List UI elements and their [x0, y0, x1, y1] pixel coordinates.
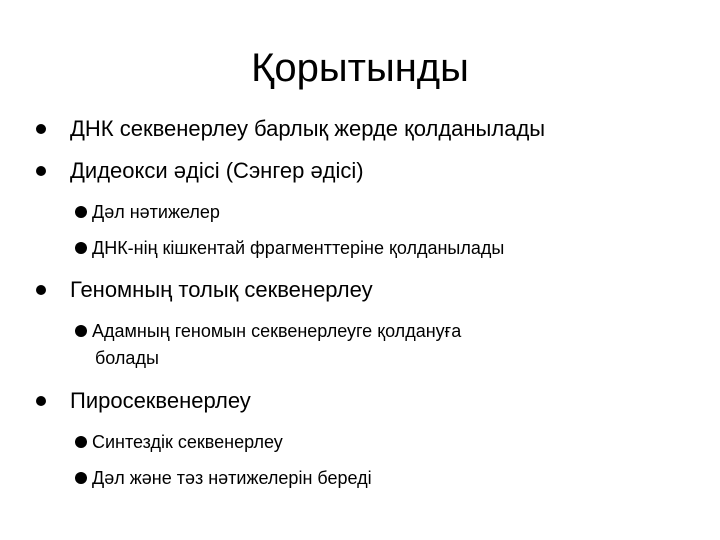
bullet-text: ДНК секвенерлеу барлық жерде қолданылады [70, 116, 546, 141]
bullet-text: Синтездік секвенерлеу [92, 432, 283, 452]
bullet-dot-icon [75, 325, 87, 337]
bullet-text: Адамның геномын секвенерлеуге қолдануға [92, 321, 462, 341]
bullet-text: Пиросеквенерлеу [70, 388, 251, 413]
bullet-text: болады [95, 348, 159, 368]
bullet-text: Дәл нәтижелер [92, 202, 220, 222]
bullet-text: ДНК-нің кішкентай фрагменттеріне қолданылады [92, 238, 505, 258]
bullet-dot-icon [36, 124, 46, 134]
bullet-text: Геномның толық секвенерлеу [70, 277, 373, 302]
bullet-dot-icon [36, 166, 46, 176]
bullet-dot-icon [75, 242, 87, 254]
bullet-dot-icon [36, 285, 46, 295]
bullet-text: Дидеокси әдісі (Сэнгер әдісі) [70, 158, 364, 183]
bullet-dot-icon [75, 472, 87, 484]
bullet-dot-icon [36, 396, 46, 406]
bullet-dot-icon [75, 206, 87, 218]
bullet-dot-icon [75, 436, 87, 448]
slide-title: Қорытынды [251, 46, 469, 90]
bullet-text: Дәл және тәз нәтижелерін береді [92, 468, 372, 488]
